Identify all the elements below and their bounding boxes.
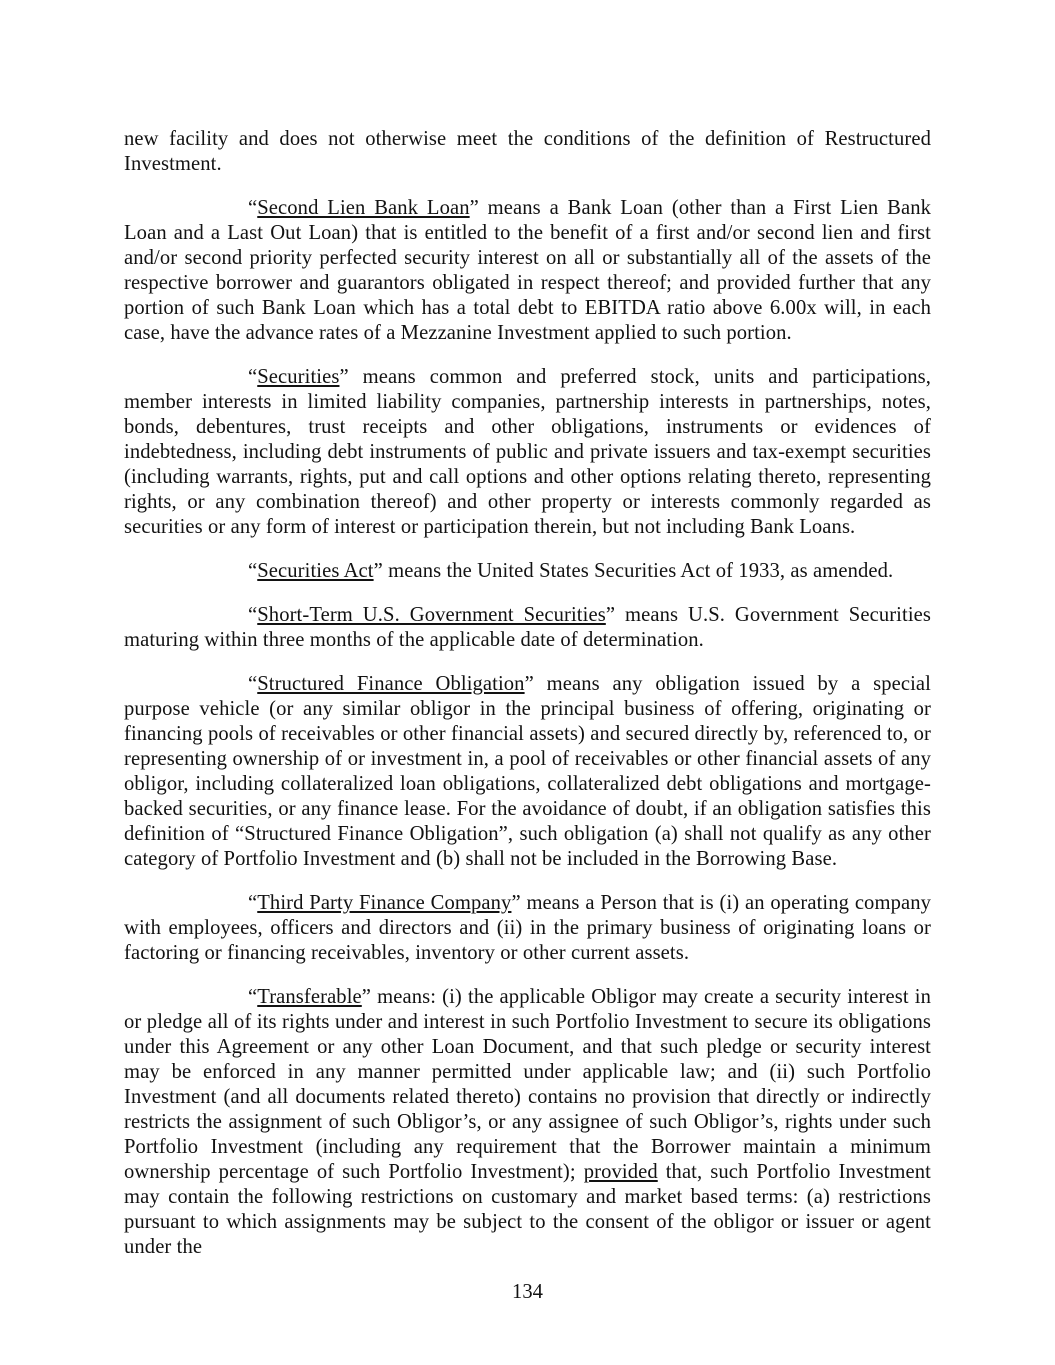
text-run: “ xyxy=(248,366,258,388)
text-run: ” means common and preferred stock, units and participations, member interests in limited liability companies, partnership interests in partnerships, notes, bonds, debentures, trust receipts and other obligations, instruments or evidences of indebtedness, including debt instruments of public and private issuers and tax-exempt securities (including warrants, rights, put and call options and other options relating thereto, representing rights, or any combination thereof) and other property or interests commonly regarded as securities or any form of interest or participation therein, but not including Bank Loans. xyxy=(124,366,931,538)
text-run: “ xyxy=(248,673,258,695)
paragraph xyxy=(124,603,931,653)
page-number: 134 xyxy=(512,1281,543,1303)
text-run: “ xyxy=(248,197,258,219)
defined-term: Transferable xyxy=(257,986,362,1008)
defined-term: Securities xyxy=(257,366,340,388)
text-run: new facility and does not otherwise meet the conditions of the definition of Restructured Investment. xyxy=(124,128,931,175)
text-run: “ xyxy=(248,560,258,582)
defined-term: Securities Act xyxy=(257,560,374,582)
text-run: ” means a Bank Loan (other than a First Lien Bank Loan and a Last Out Loan) that is entitled to the benefit of a first and/or second lien and first and/or second priority perfected security interest on all or substantially all of the assets of the respective borrower and guarantors obligated in respect thereof; and provided further that any portion of such Bank Loan which has a total debt to EBITDA ratio above 6.00x will, in each case, have the advance rates of a Mezzanine Investment applied to such portion. xyxy=(124,197,931,344)
paragraph xyxy=(124,985,931,1260)
text-run: “ xyxy=(248,892,258,914)
text-run: ” means the United States Securities Act of 1933, as amended. xyxy=(373,560,894,582)
defined-term: Structured Finance Obligation xyxy=(257,673,525,695)
paragraph xyxy=(124,127,931,177)
paragraph xyxy=(124,196,931,346)
text-run: that, such Portfolio Investment may contain the following restrictions on customary and market based terms: (a) restrictions pursuant to which assignments may be subject to the consent of the obligor or issuer or agent under the xyxy=(124,1161,931,1258)
paragraph xyxy=(124,891,931,966)
paragraph xyxy=(124,672,931,872)
defined-term: Short-Term U.S. Government Securities xyxy=(257,604,606,626)
text-run: “ xyxy=(248,604,258,626)
defined-term: provided xyxy=(583,1161,658,1183)
paragraph xyxy=(124,559,931,584)
defined-term: Second Lien Bank Loan xyxy=(257,197,470,219)
text-run: “ xyxy=(248,986,258,1008)
defined-term: Third Party Finance Company xyxy=(257,892,512,914)
paragraph xyxy=(124,365,931,540)
text-run: ” means: (i) the applicable Obligor may create a security interest in or pledge all of its rights under and interest in such Portfolio Investment to secure its obligations under this Agreement or any other Loan Document, and that such pledge or security interest may be enforced in any manner permitted under applicable law; and (ii) such Portfolio Investment (and all documents related thereto) contains no provision that directly or indirectly restricts the assignment of such Obligor’s, or any assignee of such Obligor’s, rights under such Portfolio Investment (including any requirement that the Borrower maintain a minimum ownership percentage of such Portfolio Investment); xyxy=(124,986,931,1183)
text-run: ” means a Person that is (i) an operating company with employees, officers and directors and (ii) in the primary business of originating loans or factoring or financing receivables, inventory or other current assets. xyxy=(124,892,932,964)
document-body xyxy=(124,127,931,1279)
text-run: ” means any obligation issued by a special purpose vehicle (or any similar obligor in the principal business of offering, originating or financing pools of receivables or other financial assets) and secured directly by, referenced to, or representing ownership of or investment in, a pool of receivables or other financial assets of any obligor, including collateralized loan obligations, collateralized debt obligations and mortgage-backed securities, or any finance lease. For the avoidance of doubt, if an obligation satisfies this definition of “Structured Finance Obligation”, such obligation (a) shall not qualify as any other category of Portfolio Investment and (b) shall not be included in the Borrowing Base. xyxy=(124,673,931,870)
text-run: ” means U.S. Government Securities maturing within three months of the applicable date of determination. xyxy=(124,604,931,651)
